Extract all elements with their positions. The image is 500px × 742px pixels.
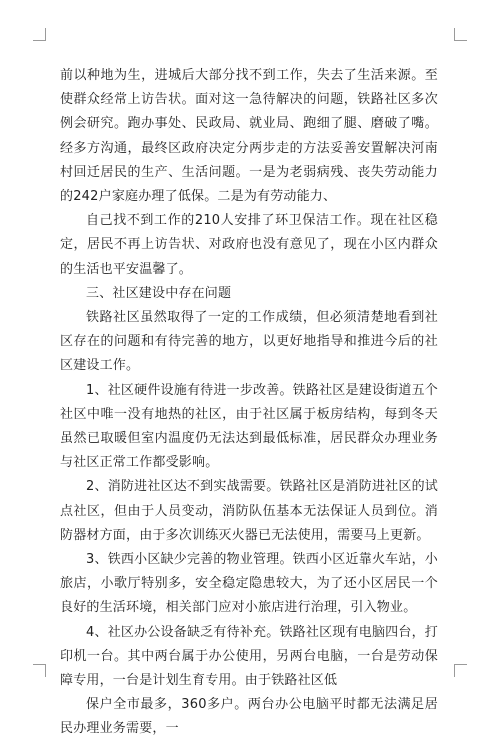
paragraph: 1、社区硬件设施有待进一步改善。铁路社区是建设街道五个社区中唯一没有地热的社区，由于社区属于板房结构，每到冬天虽然已取暖但室内温度仍无法达到最低标准，居民群众办理业务与社区正常工作都受影响。 — [60, 382, 438, 471]
crop-mark-bottom-right — [454, 664, 467, 677]
paragraph: 3、铁西小区缺少完善的物业管理。铁西小区近靠火车站，小旅店，小歌厅特别多，安全稳定隐患较大，为了还小区居民一个良好的生活环境，相关部门应对小旅店进行治理，引入物业。 — [60, 552, 438, 616]
crop-mark-bottom-left — [33, 664, 46, 677]
section-heading: 三、社区建设中存在问题 — [86, 285, 232, 301]
paragraph: 自己找不到工作的210人安排了环卫保洁工作。现在社区稳定，居民不再上访告状、对政府也没有意见了，现在小区内群众的生活也平安温馨了。 — [60, 213, 438, 277]
paragraph: 保户全市最多，360多户。两台办公电脑平时都无法满足居民办理业务需要，一 — [60, 697, 438, 737]
paragraph: 铁路社区虽然取得了一定的工作成绩，但必须清楚地看到社区存在的问题和有待完善的地方，以更好地指导和推进今后的社区建设工作。 — [60, 310, 438, 374]
paragraph: 2、消防进社区达不到实战需要。铁路社区是消防进社区的试点社区，但由于人员变动，消防队伍基本无法保证人员到位。消防器材方面，由于多次训练灭火器已无法使用，需要马上更新。 — [60, 479, 438, 543]
crop-mark-top-right — [454, 28, 467, 41]
crop-mark-top-left — [33, 28, 46, 41]
paragraph: 4、社区办公设备缺乏有待补充。铁路社区现有电脑四台，打印机一台。其中两台属于办公使用，另两台电脑，一台是劳动保障专用，一台是计划生育专用。由于铁路社区低 — [60, 624, 438, 689]
document-body — [60, 64, 438, 742]
paragraph: 前以种地为生，进城后大部分找不到工作，失去了生活来源。至使群众经常上访告状。面对这一急待解决的问题，铁路社区多次例会研究。跑办事处、民政局、就业局、跑细了腿、磨破了嘴。经多方沟通，最终区政府决定分两步走的方法妥善安置解决河南村回迁居民的生产、生活问题。一是为老弱病残、丧失劳动能力的242户家庭办理了低保。二是为有劳动能力、 — [60, 68, 438, 205]
